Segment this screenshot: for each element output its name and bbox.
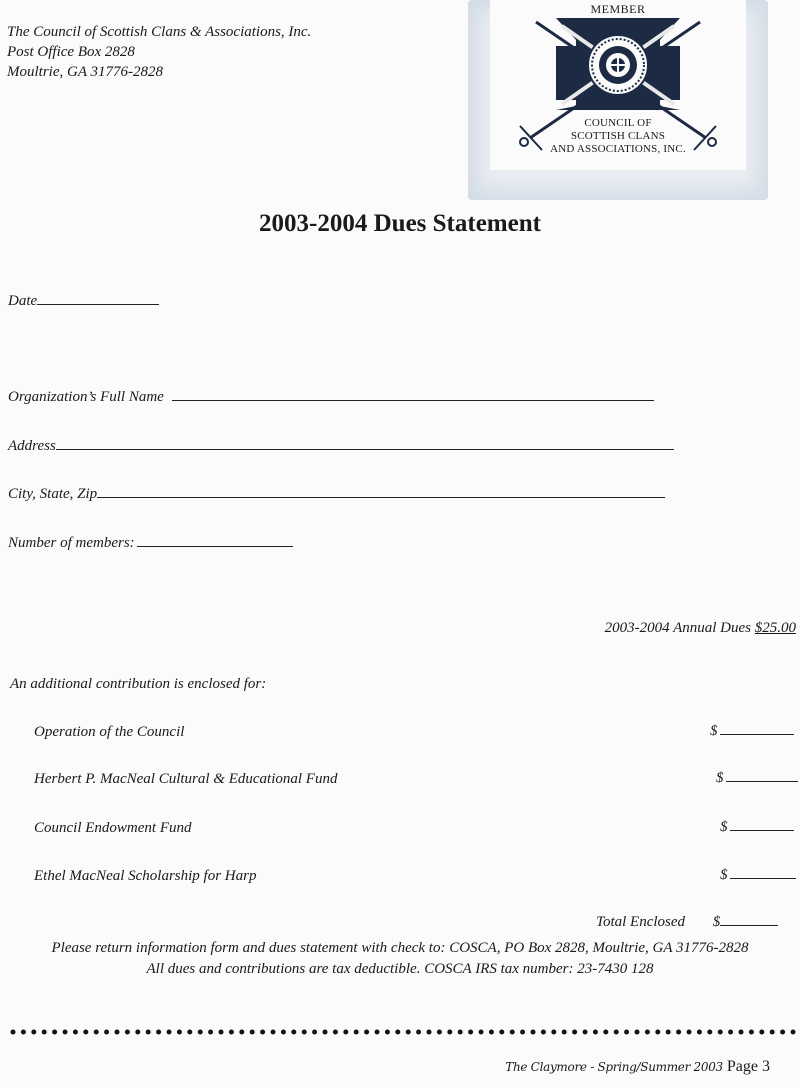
num-members-field	[8, 532, 293, 552]
date-label: Date	[8, 293, 38, 309]
logo-text-line1: COUNCIL OF	[584, 117, 652, 129]
amount-input-line[interactable]	[720, 720, 794, 735]
annual-dues-label: 2003-2004 Annual Dues	[604, 620, 751, 636]
sender-org-name: The Council of Scottish Clans & Associations, Inc.	[7, 24, 312, 40]
num-members-input-line[interactable]	[137, 532, 293, 547]
page-footer	[505, 1058, 770, 1076]
contribution-item-endowment: Council Endowment Fund	[34, 820, 192, 836]
total-enclosed	[596, 911, 778, 931]
currency-symbol: $	[720, 819, 728, 835]
contribution-item-operation: Operation of the Council	[34, 724, 185, 740]
address-label: Address	[8, 438, 56, 454]
total-label: Total Enclosed	[596, 914, 686, 930]
address-input-line[interactable]	[56, 435, 674, 450]
logo-member-label: MEMBER	[590, 2, 646, 16]
address-field	[8, 435, 674, 455]
annual-dues-amount: $25.00	[754, 620, 796, 636]
magazine-name: The Claymore - Spring/Summer 2003	[505, 1060, 723, 1074]
sender-address	[7, 22, 311, 82]
amount-input-line[interactable]	[730, 816, 794, 831]
currency-symbol: $	[716, 770, 724, 786]
contribution-heading: An additional contribution is enclosed for:	[10, 676, 267, 692]
tax-note: All dues and contributions are tax deductible. COSCA IRS tax number: 23-7430 128	[146, 961, 654, 977]
logo-text-line3: AND ASSOCIATIONS, INC.	[550, 143, 686, 155]
page-number: Page 3	[726, 1058, 770, 1075]
currency-symbol: $	[712, 914, 721, 930]
sender-po-box: Post Office Box 2828	[7, 44, 135, 60]
annual-dues	[605, 620, 796, 637]
amount-input-line[interactable]	[730, 864, 796, 879]
org-name-input-line[interactable]	[172, 386, 654, 401]
currency-symbol: $	[710, 723, 718, 739]
city-state-zip-field	[8, 483, 665, 503]
total-input-line[interactable]	[720, 911, 778, 926]
contribution-amount-harp-scholarship	[720, 864, 796, 884]
logo-caption	[490, 117, 746, 156]
currency-symbol: $	[720, 867, 728, 883]
contribution-item-harp-scholarship: Ethel MacNeal Scholarship for Harp	[34, 868, 257, 884]
org-name-label: Organization’s Full Name	[8, 389, 164, 405]
logo-text-line2: SCOTTISH CLANS	[570, 130, 666, 142]
sender-city: Moultrie, GA 31776-2828	[7, 64, 163, 80]
logo-panel	[490, 0, 746, 170]
city-state-zip-input-line[interactable]	[97, 483, 665, 498]
council-member-logo	[468, 0, 768, 200]
contribution-item-macneal-fund: Herbert P. MacNeal Cultural & Educational Fund	[34, 771, 338, 787]
page-title: 2003-2004 Dues Statement	[259, 210, 541, 237]
contribution-amount-operation	[710, 720, 794, 740]
return-instructions: Please return information form and dues statement with check to: COSCA, PO Box 2828, Moultrie, GA 31776-2828	[51, 940, 749, 956]
contribution-amount-macneal-fund	[716, 767, 798, 787]
date-field	[8, 290, 159, 310]
amount-input-line[interactable]	[726, 767, 798, 782]
date-input-line[interactable]	[37, 290, 159, 305]
city-state-zip-label: City, State, Zip	[8, 486, 98, 502]
contribution-amount-endowment	[720, 816, 794, 836]
dotted-divider	[10, 1028, 800, 1036]
num-members-label: Number of members:	[8, 535, 135, 551]
org-name-field	[8, 386, 654, 406]
